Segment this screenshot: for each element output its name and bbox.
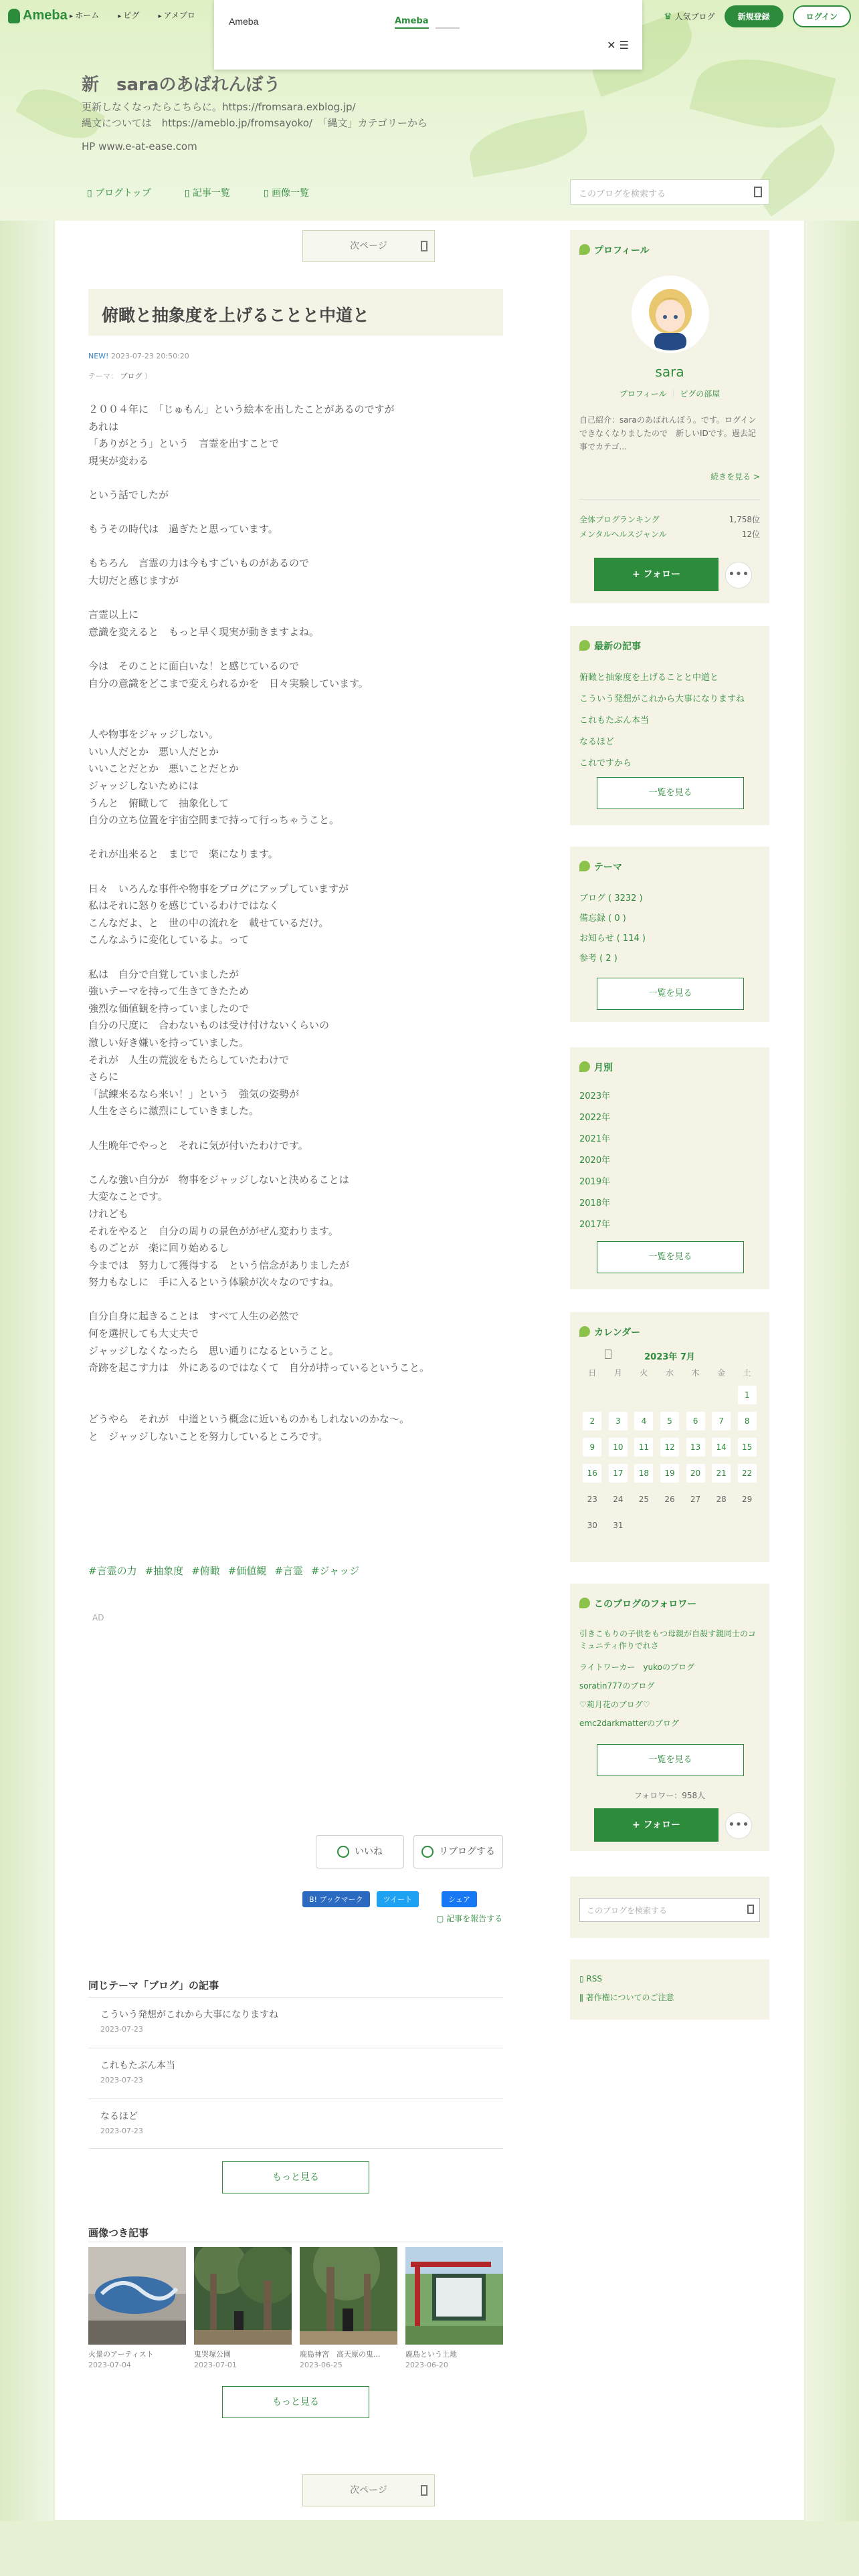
calendar-day[interactable]: 2: [583, 1412, 601, 1430]
calendar-day-cell: [734, 1408, 760, 1434]
report-label: 記事を報告する: [446, 1914, 503, 1923]
calendar-day[interactable]: 8: [738, 1412, 757, 1430]
document-icon: ǁ: [579, 1993, 586, 2002]
thumbnail-caption[interactable]: 火景のアーティスト: [88, 2350, 154, 2359]
like-label: いいね: [355, 1846, 383, 1857]
thumbnail-date: 2023-06-25: [300, 2361, 343, 2369]
calendar-day-cell: [631, 1382, 657, 1408]
calendar-day[interactable]: 11: [634, 1438, 653, 1457]
rss-icon: ▯: [579, 1974, 587, 1983]
profile-links: [570, 388, 769, 399]
calendar-day-cell: [579, 1512, 605, 1538]
recent-entry-link[interactable]: こういう発想がこれから大事になりますね: [579, 694, 745, 704]
entry-date-text: 2023-07-23 20:50:20: [110, 352, 189, 360]
calendar-day-cell: [734, 1382, 760, 1408]
related-title: こういう発想がこれから大事になりますね: [100, 2010, 278, 2020]
sidebar-search-box: [570, 1876, 769, 1938]
nav-entry-list[interactable]: ▯ 記事一覧: [185, 186, 230, 199]
calendar-day[interactable]: 3: [609, 1412, 628, 1430]
next-page-label: 次ページ: [350, 241, 387, 251]
month-link[interactable]: 2020年: [579, 1156, 611, 1166]
popup-tabs: [395, 16, 460, 29]
month-link[interactable]: 2019年: [579, 1177, 611, 1187]
calendar-day[interactable]: 15: [738, 1438, 757, 1457]
theme-link[interactable]: 参考 ( 2 ): [579, 954, 617, 964]
follower-link[interactable]: soratin777のブログ: [579, 1681, 655, 1691]
calendar-day-cell: [682, 1434, 708, 1460]
calendar-day: 25: [638, 1494, 650, 1504]
nav-blog-top[interactable]: ▯ ブログトップ: [87, 186, 151, 199]
month-link[interactable]: 2023年: [579, 1091, 611, 1101]
ameba-logo-icon: [8, 9, 20, 23]
related-more-button[interactable]: もっと見る: [222, 2161, 369, 2193]
ameba-popup: [214, 0, 642, 70]
recent-entries-box: [570, 626, 769, 825]
blog-homepage: HP www.e-at-ease.com: [82, 140, 197, 152]
calendar-day: 28: [716, 1494, 727, 1504]
calendar-day-cell: [657, 1486, 683, 1512]
copyright-notice-link[interactable]: [579, 1992, 674, 2003]
calendar-day-cell: [631, 1512, 657, 1538]
search-icon[interactable]: [747, 1905, 754, 1914]
calendar-title: カレンダー: [579, 1325, 640, 1339]
thumbnail-date: 2023-07-04: [88, 2361, 131, 2369]
follower-link[interactable]: ライトワーカー yukoのブログ: [579, 1662, 694, 1672]
calendar-day[interactable]: 10: [609, 1438, 628, 1457]
rss-link[interactable]: [579, 1974, 602, 1983]
calendar-day-cell: [734, 1460, 760, 1486]
divider: [579, 499, 760, 500]
calendar-day[interactable]: 16: [583, 1464, 601, 1483]
page-icon: [421, 241, 427, 251]
thumbnail-caption[interactable]: 鹿島神宮 高天原の鬼...: [300, 2350, 381, 2359]
related-date: 2023-07-23: [100, 2025, 143, 2034]
divider: [88, 2148, 503, 2149]
related-title: これもたぶん本当: [100, 2060, 175, 2071]
calendar-day[interactable]: 14: [712, 1438, 731, 1457]
profile-more-link[interactable]: 続きを見る >: [710, 472, 760, 481]
reblog-button[interactable]: [413, 1835, 503, 1868]
ranking-all-label[interactable]: 全体ブログランキング: [579, 515, 660, 524]
popup-tab-placeholder[interactable]: [436, 16, 460, 29]
report-icon: ▢: [436, 1914, 447, 1923]
like-button[interactable]: [316, 1835, 404, 1868]
calendar-weekday: 火: [640, 1368, 648, 1378]
calendar-day-cell: [682, 1512, 708, 1538]
thumbnail-image[interactable]: [300, 2247, 397, 2345]
calendar-day[interactable]: 4: [634, 1412, 653, 1430]
calendar-day-cell: [605, 1434, 632, 1460]
calendar-day-cell: [579, 1434, 605, 1460]
follower-count-label: フォロワー：: [634, 1791, 682, 1800]
calendar-day-cell: [657, 1382, 683, 1408]
calendar-day-cell: [682, 1408, 708, 1434]
calendar-day: 23: [587, 1494, 597, 1504]
calendar-day[interactable]: 12: [660, 1438, 679, 1457]
theme-link[interactable]: ブログ: [120, 372, 142, 381]
blog-search-input[interactable]: [570, 179, 769, 205]
hashtag[interactable]: #価値観: [227, 1565, 267, 1577]
header-actions: [664, 5, 851, 27]
thumbnail-date: 2023-06-20: [405, 2361, 448, 2369]
report-link[interactable]: [436, 1913, 502, 1924]
calendar-day-cell: [708, 1512, 735, 1538]
next-page-button-top[interactable]: [302, 230, 435, 262]
more-options-button[interactable]: •••: [725, 562, 752, 588]
blog-search-placeholder: このブログを検索する: [579, 189, 666, 199]
entry-date: [88, 352, 189, 360]
entry-theme: [88, 370, 152, 381]
sidebar-search-input[interactable]: [579, 1898, 760, 1922]
profile-intro: 自己紹介：saraのあばれんぼう。です。ログインできなくなりましたので 新しいIDです。過去記事でカテゴ...: [579, 415, 757, 451]
calendar-day: 29: [742, 1494, 753, 1504]
calendar-day[interactable]: 9: [583, 1438, 601, 1457]
ranking-all-value: 1,758位: [729, 515, 760, 524]
calendar-day-cell: [631, 1408, 657, 1434]
sidebar-footer-links: [570, 1959, 769, 2020]
theme-link[interactable]: お知らせ ( 114 ): [579, 934, 646, 944]
calendar-day-cell: [708, 1408, 735, 1434]
calendar-day-cell: [708, 1486, 735, 1512]
nav-image-list[interactable]: ▯ 画像一覧: [264, 186, 309, 199]
calendar-weekday: 金: [717, 1368, 726, 1378]
calendar-day-cell: [708, 1434, 735, 1460]
popup-tab-ameba[interactable]: Ameba: [395, 16, 429, 29]
entry-title-text: 俯瞰と抽象度を上げることと中道と: [102, 306, 370, 325]
calendar-day-cell: [579, 1460, 605, 1486]
nav-home[interactable]: ▸ ホーム: [70, 9, 99, 21]
search-icon[interactable]: [754, 187, 762, 197]
images-more-button[interactable]: もっと見る: [222, 2386, 369, 2418]
popular-blog-link[interactable]: [664, 11, 715, 22]
calendar-day[interactable]: 17: [609, 1464, 628, 1483]
calendar-day[interactable]: 6: [686, 1412, 705, 1430]
themes-title: テーマ: [579, 860, 622, 873]
left-background: [0, 221, 54, 2521]
blog-title[interactable]: 新 saraのあばれんぼう: [82, 75, 281, 95]
calendar-day[interactable]: 1: [738, 1386, 757, 1404]
calendar-day-cell: [657, 1408, 683, 1434]
share-buttons: [302, 1891, 477, 1907]
calendar-weekday: 月: [613, 1368, 622, 1378]
calendar-day-cell: [579, 1408, 605, 1434]
ranking-genre-value: 12位: [741, 530, 760, 539]
calendar-day[interactable]: 20: [686, 1464, 705, 1483]
profile-box: [570, 230, 769, 603]
entry-body: ２００４年に 「じゅもん」という絵本を出したことがあるのですが あれは 「ありがとう」という 言霊を出すことで 現実が変わる という話でしたが もうその時代は 過ぎたと思っています。 もちろん 言霊の力は今もすごいものがあるので 大切だと感じますが 言霊以上に 意識を変えると もっと早く現実が動きますよね。 今は そのことに面白いな！と感じているので 自分の意識をどこまで変えられるかを 日々実験しています。 人や物事をジャッジしない。 いい人だとか 悪い人だとか いいことだとか 悪いことだとか ジャッジしないためには うんと 俯瞰して 抽象化して 自分の立ち位置を宇宙空間まで持って行っちゃうこと。 それが出来ると まじで 楽になります。 日々 いろんな事件や物事をブログにアップしていますが 私はそれに怒りを感じているわけではなく こんなだよ、と 世の中の流れを 載せているだけ。 こんなふうに変化しているよ。って 私は 自分で自覚していましたが 強いテーマを持って生きてきたため 強烈な価値観を持っていましたので 自分の尺度に 合わないものは受け付けないくらいの 激しい好き嫌いを持っていました。 それが 人生の荒波をもたらしていたわけで さらに 「試練来るなら来い！」という 強気の姿勢が 人生をさらに激烈にしていきました。 人生晩年でやっと それに気が付いたわけです。 こんな強い自分が 物事をジャッジしないと決めることは 大変なことです。 けれども それをやると 自分の周りの景色ががぜん変わります。 ものごとが 楽に回り始めるし 今までは 努力して獲得する という信念がありましたが 努力もなしに 手に入るという体験が次々なのですね。 自分自身に起きることは すべて人生の必然で 何を選択しても大丈夫で ジャッジしなくなったら 思い通りになるということ。 奇跡を起こす力は 外にあるのではなくて 自分が持っているということ。 どうやら それが 中道という概念に近いものかもしれないのかな～。 と ジャッジしないことを努力しているところです。: [88, 403, 430, 1442]
list-item[interactable]: [100, 2008, 502, 2034]
list-item[interactable]: [100, 2058, 502, 2084]
thumbnail-caption[interactable]: 鬼哭塚公園: [194, 2350, 231, 2359]
thumbnail-image[interactable]: [194, 2247, 292, 2345]
thumbnail-caption[interactable]: 鹿島という土地: [405, 2350, 457, 2359]
calendar-day-cell: [657, 1434, 683, 1460]
nav-ameblo[interactable]: ▸ アメブロ: [158, 9, 195, 21]
tweet-button[interactable]: ツイート: [377, 1891, 419, 1907]
monthly-title: 月別: [579, 1061, 613, 1074]
calendar-day[interactable]: 5: [660, 1412, 679, 1430]
calendar-box: [570, 1312, 769, 1562]
ad-label: AD: [92, 1613, 104, 1622]
reblog-label: リブログする: [439, 1846, 495, 1857]
thumbnail-image[interactable]: [405, 2247, 503, 2345]
calendar-day-cell: [657, 1460, 683, 1486]
nav-pigg[interactable]: ▸ ピグ: [118, 9, 139, 21]
rss-label: RSS: [586, 1974, 602, 1983]
calendar-day: 26: [664, 1494, 675, 1504]
calendar-day-cell: [605, 1408, 632, 1434]
thumbnail-date: 2023-07-01: [194, 2361, 237, 2369]
login-button[interactable]: ログイン: [793, 5, 851, 27]
calendar-day-cell: [734, 1486, 760, 1512]
more-options-button[interactable]: •••: [725, 1812, 752, 1839]
calendar-day-cell: [657, 1512, 683, 1538]
month-link[interactable]: 2017年: [579, 1220, 611, 1230]
calendar-day: 27: [690, 1494, 701, 1504]
reblog-icon: [421, 1846, 434, 1858]
calendar-weekday: 水: [665, 1368, 674, 1378]
list-item[interactable]: [100, 2109, 502, 2135]
calendar-day-cell: [708, 1460, 735, 1486]
ranking-genre-label[interactable]: メンタルヘルスジャンル: [579, 530, 667, 539]
blog-description: 更新しなくなったらこちらに。https://fromsara.exblog.jp/ 縄文については https://ameblo.jp/fromsayoko/ 「縄文」カテゴリーから: [82, 101, 427, 129]
hashtag[interactable]: #俯瞰: [191, 1565, 220, 1577]
theme-label: テーマ：: [88, 372, 118, 381]
related-date: 2023-07-23: [100, 2127, 143, 2135]
calendar-day[interactable]: 7: [712, 1412, 731, 1430]
profile-name[interactable]: sara: [655, 364, 684, 380]
blog-nav: [87, 186, 309, 199]
calendar-day-cell: [734, 1512, 760, 1538]
next-page-button-bottom[interactable]: [302, 2474, 435, 2506]
calendar-day-cell: [579, 1382, 605, 1408]
calendar-day[interactable]: 13: [686, 1438, 705, 1457]
theme-close: ）: [145, 372, 152, 381]
popup-close-icon[interactable]: ✕ ☰: [607, 39, 629, 51]
follow-button[interactable]: + フォロー: [594, 558, 719, 591]
images-section-title: 画像つき記事: [88, 2227, 149, 2239]
calendar-day-cell: [605, 1382, 632, 1408]
entry-title[interactable]: [88, 289, 503, 336]
hatena-bookmark-button[interactable]: B! ブックマーク: [302, 1891, 370, 1907]
copyright-label: 著作権についてのご注意: [585, 1993, 674, 2002]
month-link[interactable]: 2018年: [579, 1198, 611, 1208]
calendar-weekday: 土: [743, 1368, 751, 1378]
calendar-weekday: 木: [691, 1368, 700, 1378]
calendar-day: 31: [613, 1520, 624, 1530]
related-section-title: 同じテーマ「ブログ」の記事: [88, 1979, 219, 1992]
follow-button[interactable]: + フォロー: [594, 1808, 719, 1842]
month-link[interactable]: 2021年: [579, 1134, 611, 1144]
monthly-box: [570, 1047, 769, 1289]
calendar-grid: [579, 1363, 760, 1538]
calendar-day-cell: [631, 1486, 657, 1512]
hashtag[interactable]: #言霊の力: [88, 1565, 137, 1577]
logo-text: Ameba: [23, 8, 68, 23]
calendar-day[interactable]: 18: [634, 1464, 653, 1483]
follower-link[interactable]: emc2darkmatterのブログ: [579, 1719, 679, 1728]
calendar-day-cell: [682, 1382, 708, 1408]
separator: ｜: [669, 389, 680, 399]
right-background: [805, 221, 859, 2521]
theme-link[interactable]: ブログ ( 3232 ): [579, 893, 643, 903]
pigg-room-link[interactable]: ピグの部屋: [680, 389, 721, 399]
profile-link[interactable]: プロフィール: [619, 389, 667, 399]
month-link[interactable]: 2022年: [579, 1113, 611, 1123]
calendar-day[interactable]: 19: [660, 1464, 679, 1483]
calendar-day[interactable]: 21: [712, 1464, 731, 1483]
follower-count-value: 958人: [682, 1791, 706, 1800]
calendar-day-cell: [682, 1460, 708, 1486]
thumbnail-image[interactable]: [88, 2247, 186, 2345]
calendar-day-cell: [631, 1460, 657, 1486]
recent-entry-link[interactable]: これもたぶん本当: [579, 716, 650, 726]
follower-link[interactable]: ♡莉月花のブログ♡: [579, 1700, 650, 1709]
calendar-day-cell: [605, 1486, 632, 1512]
calendar-day-cell: [579, 1486, 605, 1512]
calendar-day-cell: [605, 1512, 632, 1538]
ameba-logo[interactable]: [8, 8, 68, 23]
signup-button[interactable]: 新規登録: [725, 5, 783, 27]
monthly-more-button[interactable]: 一覧を見る: [597, 1241, 744, 1273]
calendar-day-cell: [734, 1434, 760, 1460]
followers-title: このブログのフォロワー: [579, 1597, 696, 1610]
hashtag[interactable]: #抽象度: [145, 1565, 184, 1577]
themes-more-button[interactable]: 一覧を見る: [597, 978, 744, 1010]
calendar-day: 30: [587, 1520, 597, 1530]
recent-entry-link[interactable]: なるほど: [579, 737, 615, 747]
calendar-day-cell: [708, 1382, 735, 1408]
global-nav: [70, 9, 195, 21]
follower-count: [570, 1790, 769, 1801]
divider: [88, 1997, 503, 1998]
hashtag[interactable]: #言霊: [274, 1565, 303, 1577]
popular-blog-label: 人気ブログ: [674, 12, 715, 21]
followers-box: [570, 1584, 769, 1851]
hashtag[interactable]: #ジャッジ: [310, 1565, 360, 1577]
new-badge: NEW!: [88, 352, 109, 360]
next-page-label: 次ページ: [350, 2485, 387, 2496]
calendar-month: 2023年 7月: [644, 1352, 695, 1362]
calendar-day: 24: [613, 1494, 624, 1504]
hashtag-list: [88, 1564, 359, 1578]
followers-more-button[interactable]: 一覧を見る: [597, 1744, 744, 1776]
avatar[interactable]: [632, 276, 709, 353]
popup-brand: Ameba: [229, 16, 259, 27]
related-title: なるほど: [100, 2111, 138, 2122]
page-icon: [421, 2485, 427, 2496]
recent-entry-link[interactable]: 俯瞰と抽象度を上げることと中道と: [579, 673, 719, 683]
like-icon: [337, 1846, 349, 1858]
calendar-weekday: 日: [588, 1368, 597, 1378]
themes-box: [570, 847, 769, 1022]
recent-more-button[interactable]: 一覧を見る: [597, 777, 744, 809]
recent-title: 最新の記事: [579, 639, 641, 653]
calendar-day-cell: [605, 1460, 632, 1486]
avatar-image: [634, 278, 706, 350]
calendar-day-cell: [631, 1434, 657, 1460]
recent-entry-link[interactable]: これですから: [579, 758, 632, 768]
theme-link[interactable]: 備忘録 ( 0 ): [579, 914, 626, 924]
calendar-day-cell: [682, 1486, 708, 1512]
follower-link[interactable]: 引きこもりの子供をもつ母親が自殺す親同士のコミュニティ作りでれさ: [579, 1629, 757, 1650]
sidebar-search-placeholder: このブログを検索する: [587, 1906, 668, 1915]
calendar-day[interactable]: 22: [738, 1464, 757, 1483]
related-date: 2023-07-23: [100, 2076, 143, 2084]
crown-icon: ♛: [664, 11, 672, 22]
facebook-share-button[interactable]: シェア: [442, 1891, 477, 1907]
profile-title: プロフィール: [579, 243, 650, 257]
